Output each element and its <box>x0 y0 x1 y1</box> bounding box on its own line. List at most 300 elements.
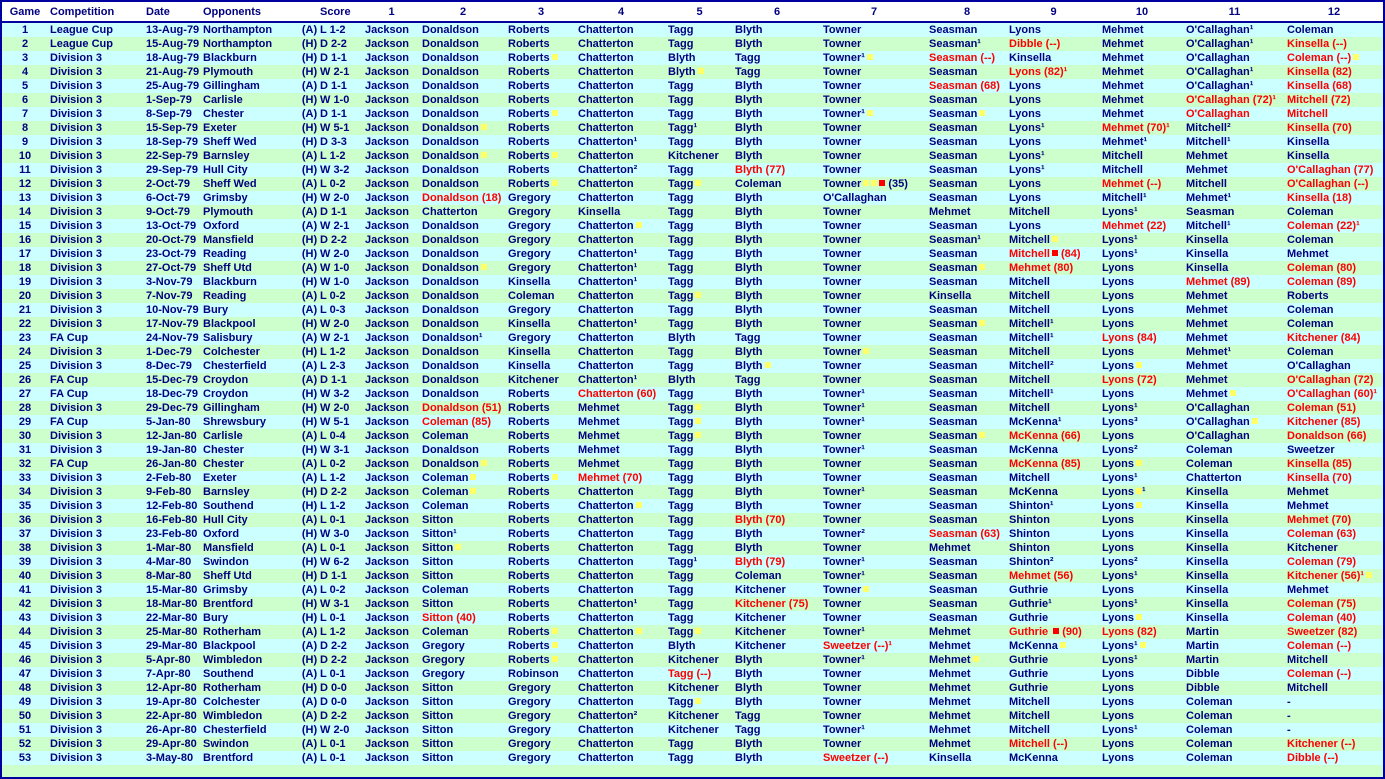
match-date-cell: 24-Nov-79 <box>146 332 199 344</box>
match-date-cell: 15-Sep-79 <box>146 122 198 134</box>
player-1-cell: Jackson <box>365 486 410 498</box>
column-header: Competition <box>48 2 144 22</box>
player-12-cell: O'Callaghan (--) <box>1287 178 1369 190</box>
game-number-cell: 25 <box>18 360 32 372</box>
score-cell: D 1-1 <box>320 80 347 92</box>
player-10-cell: Lyons² <box>1102 444 1138 456</box>
player-7-cell: Towner <box>823 374 862 386</box>
red-card-icon <box>1052 250 1058 256</box>
venue-cell: (A) <box>301 710 318 722</box>
match-date-cell: 25-Mar-80 <box>146 626 198 638</box>
score-cell: D 1-1 <box>320 206 347 218</box>
player-2-cell: Coleman <box>422 584 469 596</box>
score-cell: W 1-0 <box>320 94 350 106</box>
table-row <box>2 37 1383 51</box>
competition-cell: Division 3 <box>50 80 102 92</box>
competition-cell: Division 3 <box>50 206 102 218</box>
match-date-cell: 3-Nov-79 <box>146 276 193 288</box>
table-row <box>2 289 1383 303</box>
player-4-cell: Chatterton¹ <box>578 276 638 288</box>
venue-cell: (H) <box>301 276 318 288</box>
game-number-cell: 5 <box>21 80 29 92</box>
yellow-card-icon <box>552 110 558 116</box>
player-1-cell: Jackson <box>365 668 410 680</box>
yellow-card-icon <box>695 628 701 634</box>
player-6-cell: Blyth <box>735 696 763 708</box>
venue-cell: (A) <box>301 458 318 470</box>
player-3-cell: Roberts <box>506 107 576 121</box>
competition-cell: Division 3 <box>50 304 102 316</box>
opponent-cell: Wimbledon <box>203 654 263 666</box>
player-11-cell: Martin <box>1186 654 1219 666</box>
game-number-cell: 40 <box>18 570 32 582</box>
game-number-cell: 31 <box>18 444 32 456</box>
player-6-cell: Blyth <box>735 458 763 470</box>
column-header: 2 <box>420 2 506 22</box>
player-2-cell: Coleman (85) <box>422 416 492 428</box>
player-4-cell: Chatterton <box>578 724 634 736</box>
player-5-cell: Kitchener <box>668 654 719 666</box>
player-11-cell: Mehmet <box>1186 150 1228 162</box>
player-12-cell: Kinsella (--) <box>1287 38 1347 50</box>
player-10-cell: Mehmet (22) <box>1102 220 1167 232</box>
player-6-cell: Blyth <box>735 24 763 36</box>
venue-cell: (A) <box>301 178 318 190</box>
opponent-cell: Shrewsbury <box>203 416 266 428</box>
score-cell: L 1-2 <box>320 472 346 484</box>
table-row <box>2 499 1383 513</box>
venue-cell: (H) <box>301 388 318 400</box>
player-8-cell: Mehmet <box>929 696 971 708</box>
player-2-cell: Sitton <box>422 696 454 708</box>
yellow-card-icon <box>481 460 487 466</box>
player-9-cell: Lyons¹ <box>1009 150 1045 162</box>
player-1-cell: Jackson <box>365 94 410 106</box>
venue-cell: (A) <box>301 262 318 274</box>
competition-cell: Division 3 <box>50 640 102 652</box>
match-date-cell: 10-Nov-79 <box>146 304 199 316</box>
player-3-cell: Gregory <box>508 710 551 722</box>
player-2-cell: Sitton <box>422 556 454 568</box>
competition-cell: FA Cup <box>50 388 89 400</box>
match-date-cell: 12-Feb-80 <box>146 500 198 512</box>
red-card-icon <box>1053 628 1059 634</box>
game-number-cell: 1 <box>21 24 29 36</box>
score-cell: W 2-0 <box>320 192 350 204</box>
player-8-cell: Seasman <box>929 612 978 624</box>
player-2-cell: Sitton <box>422 570 454 582</box>
match-date-cell: 23-Feb-80 <box>146 528 198 540</box>
table-row <box>2 219 1383 233</box>
competition-cell: League Cup <box>50 38 113 50</box>
player-10-cell: Lyons <box>1102 542 1134 554</box>
score-cell: D 3-3 <box>320 136 347 148</box>
player-4-cell: Chatterton <box>576 625 666 639</box>
player-3-cell: Roberts <box>506 149 576 163</box>
player-5-cell: Tagg (--) <box>668 668 712 680</box>
player-10-cell: Lyons <box>1102 388 1134 400</box>
player-4-cell: Chatterton <box>578 696 634 708</box>
venue-cell: (A) <box>301 696 318 708</box>
player-4-cell: Chatterton¹ <box>578 248 638 260</box>
opponent-cell: Rotherham <box>203 626 262 638</box>
player-3-cell: Gregory <box>508 724 551 736</box>
player-6-cell: Blyth <box>735 248 763 260</box>
player-10-cell: Lyons <box>1102 304 1134 316</box>
player-5-cell: Kitchener <box>668 710 719 722</box>
player-2-cell: Donaldson <box>422 304 479 316</box>
player-4-cell: Chatterton <box>578 640 634 652</box>
player-6-cell: Blyth <box>735 150 763 162</box>
player-8-cell: Seasman <box>929 486 978 498</box>
player-12-cell: Kinsella (70) <box>1287 122 1352 134</box>
player-4-cell: Chatterton <box>578 52 634 64</box>
player-10-cell: Mehmet <box>1102 66 1144 78</box>
player-4-cell: Chatterton <box>578 752 634 764</box>
yellow-card-icon <box>863 180 869 186</box>
game-number-cell: 47 <box>18 668 32 680</box>
player-7-cell: Towner¹ <box>823 486 865 498</box>
player-1-cell: Jackson <box>365 262 410 274</box>
table-row <box>2 555 1383 569</box>
opponent-cell: Gillingham <box>203 80 260 92</box>
competition-cell: Division 3 <box>50 612 102 624</box>
player-12-cell: Kitchener (84) <box>1287 332 1361 344</box>
player-7-cell: Towner <box>823 24 862 36</box>
player-12-cell: Mitchell <box>1287 108 1328 120</box>
player-6-cell: Blyth <box>735 262 763 274</box>
yellow-card-icon <box>867 54 873 60</box>
opponent-cell: Swindon <box>203 556 249 568</box>
opponent-cell: Exeter <box>203 122 237 134</box>
player-2-cell: Donaldson <box>422 164 479 176</box>
player-6-cell: Blyth (70) <box>735 514 786 526</box>
player-7-cell: Towner <box>823 220 862 232</box>
player-5-cell: Blyth <box>668 374 696 386</box>
player-12-cell: Roberts <box>1287 290 1329 302</box>
table-row <box>2 597 1383 611</box>
player-2-cell: Donaldson <box>422 220 479 232</box>
player-8-cell: Seasman <box>929 570 978 582</box>
match-date-cell: 22-Mar-80 <box>146 612 198 624</box>
yellow-card-icon <box>552 474 558 480</box>
score-cell: W 3-0 <box>320 528 350 540</box>
column-header: Game <box>2 2 48 22</box>
player-8-cell: Seasman <box>929 304 978 316</box>
player-12-cell: Kitchener (--) <box>1287 738 1356 750</box>
player-9-cell: Lyons <box>1009 178 1041 190</box>
player-6-cell: Blyth <box>735 122 763 134</box>
player-10-cell: Lyons¹ <box>1102 654 1138 666</box>
opponent-cell: Wimbledon <box>203 710 263 722</box>
player-12-cell: Mehmet <box>1287 486 1329 498</box>
player-4-cell: Chatterton <box>578 38 634 50</box>
player-11-cell: Mehmet¹ <box>1186 192 1232 204</box>
player-6-cell: Kitchener <box>735 626 786 638</box>
player-4-cell: Chatterton² <box>578 164 638 176</box>
player-5-cell: Tagg <box>668 318 694 330</box>
player-8-cell: Seasman¹ <box>929 38 981 50</box>
yellow-card-icon <box>1353 54 1359 60</box>
player-9-cell: Mitchell <box>1009 304 1050 316</box>
match-date-cell: 5-Jan-80 <box>146 416 191 428</box>
column-header: Date <box>144 2 201 22</box>
player-4-cell: Chatterton <box>578 304 634 316</box>
player-4-cell: Chatterton <box>578 570 634 582</box>
score-cell: W 3-2 <box>320 388 350 400</box>
competition-cell: Division 3 <box>50 276 102 288</box>
player-11-cell: O'Callaghan <box>1186 108 1250 120</box>
player-7-cell: Towner¹ <box>823 402 865 414</box>
player-8-cell: Seasman <box>929 220 978 232</box>
player-5-cell: Tagg <box>666 177 733 191</box>
venue-cell: (H) <box>301 486 318 498</box>
venue-cell: (A) <box>301 304 318 316</box>
player-11-cell: Martin <box>1186 626 1219 638</box>
player-2-cell: Donaldson <box>422 290 479 302</box>
column-header: 5 <box>666 2 733 22</box>
player-4-cell: Chatterton <box>578 528 634 540</box>
player-11-cell: Kinsella <box>1186 584 1229 596</box>
match-date-cell: 27-Oct-79 <box>146 262 197 274</box>
match-date-cell: 22-Apr-80 <box>146 710 197 722</box>
player-4-cell: Chatterton¹ <box>578 262 638 274</box>
player-8-cell: Seasman <box>929 178 978 190</box>
player-3-cell: Roberts <box>508 38 550 50</box>
player-2-cell: Sitton <box>422 724 454 736</box>
table-row <box>2 527 1383 541</box>
competition-cell: Division 3 <box>50 234 102 246</box>
player-6-cell: Blyth <box>735 542 763 554</box>
player-7-cell: Towner¹ <box>823 626 865 638</box>
player-7-cell: Towner <box>823 458 862 470</box>
table-row <box>2 695 1383 709</box>
table-row <box>2 681 1383 695</box>
score-cell: D 2-2 <box>320 38 347 50</box>
player-7-cell: Towner¹ <box>823 416 865 428</box>
player-4-cell: Chatterton <box>578 108 634 120</box>
column-header: 1 <box>363 2 420 22</box>
player-6-cell: Blyth <box>735 304 763 316</box>
table-row <box>2 121 1383 135</box>
player-2-cell: Donaldson <box>422 178 479 190</box>
player-9-cell: Guthrie (90) <box>1009 626 1082 638</box>
player-5-cell: Tagg¹ <box>668 122 698 134</box>
player-7-cell: Towner <box>823 164 862 176</box>
game-number-cell: 9 <box>21 136 29 148</box>
player-2-cell: Donaldson <box>422 136 479 148</box>
player-9-cell: Mitchell <box>1007 233 1100 247</box>
player-10-cell: Lyons <box>1100 359 1184 373</box>
opponent-cell: Brentford <box>203 752 254 764</box>
game-number-cell: 52 <box>18 738 32 750</box>
player-1-cell: Jackson <box>365 556 410 568</box>
player-2-cell: Donaldson <box>422 276 479 288</box>
venue-cell: (H) <box>301 234 318 246</box>
player-5-cell: Tagg <box>668 570 694 582</box>
player-11-cell: Mitchell <box>1186 178 1227 190</box>
opponent-cell: Northampton <box>203 24 273 36</box>
player-1-cell: Jackson <box>365 24 410 36</box>
player-10-cell: Lyons (82) <box>1102 626 1157 638</box>
yellow-card-icon <box>552 54 558 60</box>
table-row <box>2 625 1383 639</box>
player-3-cell: Roberts <box>508 500 550 512</box>
match-date-cell: 6-Oct-79 <box>146 192 191 204</box>
player-7-cell: Towner <box>821 583 927 597</box>
opponent-cell: Croydon <box>203 374 249 386</box>
competition-cell: League Cup <box>50 24 113 36</box>
opponent-cell: Chesterfield <box>203 360 267 372</box>
yellow-card-icon <box>863 586 869 592</box>
yellow-card-icon <box>973 656 979 662</box>
score-cell: L 0-2 <box>320 290 346 302</box>
opponent-cell: Sheff Utd <box>203 262 252 274</box>
competition-cell: Division 3 <box>50 164 102 176</box>
column-header: 10 <box>1100 2 1184 22</box>
player-1-cell: Jackson <box>365 108 410 120</box>
column-header: 11 <box>1184 2 1285 22</box>
player-4-cell: Chatterton <box>578 682 634 694</box>
table-row <box>2 79 1383 93</box>
player-2-cell: Sitton <box>422 710 454 722</box>
player-12-cell: Coleman (75) <box>1287 598 1357 610</box>
opponent-cell: Oxford <box>203 220 240 232</box>
match-date-cell: 5-Apr-80 <box>146 654 191 666</box>
player-10-cell: Lyons <box>1102 346 1134 358</box>
player-9-cell: Mitchell¹ <box>1009 332 1054 344</box>
player-2-cell: Sitton <box>422 738 454 750</box>
player-11-cell: Seasman <box>1186 206 1235 218</box>
player-12-cell: Coleman (89) <box>1287 276 1357 288</box>
player-8-cell: Mehmet <box>929 738 971 750</box>
player-5-cell: Tagg <box>668 24 694 36</box>
venue-cell: (H) <box>301 444 318 456</box>
competition-cell: Division 3 <box>50 556 102 568</box>
player-6-cell: Blyth <box>735 220 763 232</box>
player-10-cell: Lyons² <box>1102 556 1138 568</box>
score-cell: L 0-1 <box>320 668 346 680</box>
table-row <box>2 107 1383 121</box>
player-1-cell: Jackson <box>365 52 410 64</box>
venue-cell: (A) <box>301 332 318 344</box>
player-9-cell: McKenna¹ <box>1009 416 1062 428</box>
player-12-cell: Coleman <box>1287 206 1334 218</box>
player-2-cell: Gregory <box>422 654 465 666</box>
match-date-cell: 8-Mar-80 <box>146 570 192 582</box>
venue-cell: (H) <box>301 66 318 78</box>
player-3-cell: Roberts <box>508 122 550 134</box>
player-5-cell: Tagg <box>668 206 694 218</box>
player-7-cell: Towner <box>823 94 862 106</box>
venue-cell: (H) <box>301 500 318 512</box>
table-row <box>2 22 1383 37</box>
player-3-cell: Roberts <box>508 402 550 414</box>
game-number-cell: 3 <box>21 52 29 64</box>
player-8-cell: Seasman <box>927 317 1007 331</box>
player-9-cell: McKenna <box>1009 752 1058 764</box>
player-4-cell: Chatterton <box>578 80 634 92</box>
score-cell: W 2-0 <box>320 402 350 414</box>
player-2-cell: Gregory <box>422 640 465 652</box>
player-3-cell: Gregory <box>508 332 551 344</box>
player-9-cell: Lyons <box>1009 220 1041 232</box>
player-4-cell: Mehmet <box>578 402 620 414</box>
opponent-cell: Chester <box>203 444 244 456</box>
match-date-cell: 15-Dec-79 <box>146 374 198 386</box>
player-12-cell: Kitchener (85) <box>1287 416 1361 428</box>
match-date-cell: 18-Dec-79 <box>146 388 198 400</box>
player-8-cell: Seasman (--) <box>929 52 996 64</box>
player-1-cell: Jackson <box>365 234 410 246</box>
score-cell: D 1-1 <box>320 108 347 120</box>
player-11-cell: Martin <box>1186 640 1219 652</box>
table-row <box>2 233 1383 247</box>
yellow-card-icon <box>552 642 558 648</box>
game-number-cell: 29 <box>18 416 32 428</box>
player-5-cell: Tagg <box>668 304 694 316</box>
player-2-cell: Donaldson (51) <box>422 402 502 414</box>
match-date-cell: 4-Mar-80 <box>146 556 192 568</box>
player-11-cell: Kinsella <box>1186 500 1229 512</box>
venue-cell: (A) <box>301 374 318 386</box>
player-7-cell: Towner <box>823 500 862 512</box>
player-7-cell: Towner <box>823 612 862 624</box>
player-6-cell: Blyth <box>735 430 763 442</box>
player-3-cell: Gregory <box>508 752 551 764</box>
opponent-cell: Gillingham <box>203 402 260 414</box>
player-12-cell: Coleman (80) <box>1287 262 1357 274</box>
yellow-card-icon <box>979 320 985 326</box>
player-6-cell: Blyth <box>735 668 763 680</box>
player-12-cell: O'Callaghan (77) <box>1287 164 1374 176</box>
player-12-cell: - <box>1287 696 1291 708</box>
player-5-cell: Tagg <box>668 136 694 148</box>
player-6-cell: Blyth <box>735 444 763 456</box>
player-8-cell: Seasman (63) <box>929 528 1000 540</box>
player-3-cell: Roberts <box>508 444 550 456</box>
table-row <box>2 65 1383 79</box>
player-2-cell: Sitton <box>422 514 454 526</box>
player-9-cell: Lyons <box>1009 136 1041 148</box>
score-cell: L 0-2 <box>320 458 346 470</box>
player-2-cell: Coleman <box>420 471 506 485</box>
player-9-cell: Shinton <box>1009 528 1050 540</box>
player-3-cell: Gregory <box>508 192 551 204</box>
player-9-cell: Guthrie <box>1009 654 1049 666</box>
game-number-cell: 8 <box>21 122 29 134</box>
score-cell: L 2-3 <box>320 360 346 372</box>
player-8-cell: Seasman <box>929 402 978 414</box>
player-8-cell: Kinsella <box>929 752 972 764</box>
score-cell: D 1-1 <box>320 570 347 582</box>
player-4-cell: Chatterton <box>578 24 634 36</box>
player-10-cell: Mehmet <box>1102 80 1144 92</box>
table-row <box>2 387 1383 401</box>
score-cell: W 2-0 <box>320 724 350 736</box>
venue-cell: (H) <box>301 682 318 694</box>
player-9-cell: McKenna (66) <box>1009 430 1081 442</box>
player-9-cell: Mitchell <box>1009 402 1050 414</box>
yellow-card-icon <box>1136 488 1142 494</box>
player-11-cell: Dibble <box>1186 668 1220 680</box>
player-12-cell: - <box>1287 724 1291 736</box>
player-4-cell: Chatterton¹ <box>578 598 638 610</box>
player-6-cell: Kitchener (75) <box>735 598 809 610</box>
player-12-cell: O'Callaghan <box>1287 360 1351 372</box>
player-1-cell: Jackson <box>365 164 410 176</box>
opponent-cell: Carlisle <box>203 94 243 106</box>
